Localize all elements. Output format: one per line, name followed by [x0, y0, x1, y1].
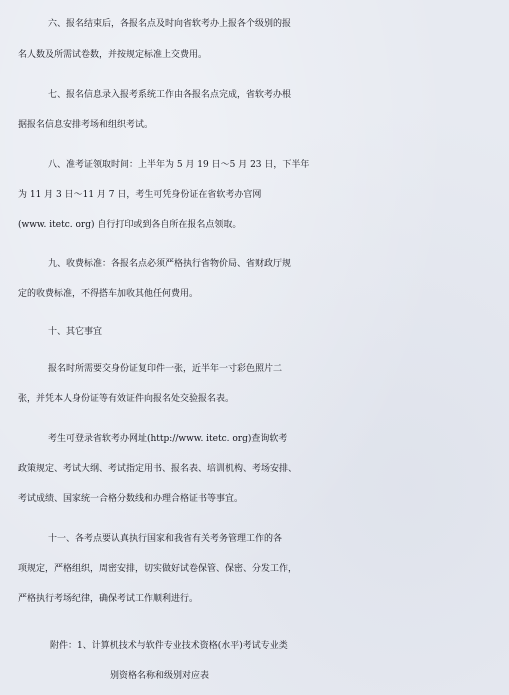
- attachment-line-2: 别资格名称和级别对应表: [110, 671, 210, 681]
- attachment-line-1: 附件：1、计算机技术与软件专业技术资格(水平)考试专业类: [50, 641, 288, 651]
- paragraph-10a-line-1: 报名时所需要交身份证复印件一张，近半年一寸彩色照片二: [48, 364, 283, 374]
- paragraph-6-line-2: 名人数及所需试卷数，并按规定标准上交费用。: [18, 50, 208, 60]
- paragraph-10-heading: 十、其它事宜: [48, 327, 103, 337]
- paragraph-10b-line-1: 考生可登录省软考办网址(http://www. itetc. org)查询软考: [48, 434, 288, 444]
- paragraph-8-line-1: 八、准考证领取时间：上半年为 5 月 19 日～5 月 23 日，下半年: [48, 160, 310, 170]
- paragraph-11-line-3: 严格执行考场纪律，确保考试工作顺利进行。: [18, 594, 199, 604]
- paragraph-9-line-1: 九、收费标准：各报名点必须严格执行省物价局、省财政厅规: [48, 259, 292, 269]
- paragraph-10a-line-2: 张，并凭本人身份证等有效证件向报名处交验报名表。: [18, 394, 235, 404]
- paragraph-7-line-1: 七、报名信息录入报考系统工作由各报名点完成，省软考办根: [48, 90, 292, 100]
- paragraph-6-line-1: 六、报名结束后，各报名点及时向省软考办上报各个级别的报: [48, 19, 292, 29]
- paragraph-10b-line-3: 考试成绩、国家统一合格分数线和办理合格证书等事宜。: [18, 494, 244, 504]
- paragraph-8-line-2: 为 11 月 3 日～11 月 7 日，考生可凭身份证在省软考办官网: [18, 190, 262, 200]
- paragraph-10b-line-2: 政策规定、考试大纲、考试指定用书、报名表、培训机构、考场安排、: [18, 464, 298, 474]
- paragraph-11-line-1: 十一、各考点要认真执行国家和我省有关考务管理工作的各: [48, 534, 283, 544]
- paragraph-7-line-2: 据报名信息安排考场和组织考试。: [18, 120, 154, 130]
- paragraph-11-line-2: 项规定，严格组织，周密安排，切实做好试卷保管、保密、分发工作，: [18, 564, 298, 574]
- paragraph-9-line-2: 定的收费标准，不得搭车加收其他任何费用。: [18, 289, 199, 299]
- paragraph-8-line-3: (www. itetc. org) 自行打印或到各自所在报名点领取。: [18, 220, 242, 230]
